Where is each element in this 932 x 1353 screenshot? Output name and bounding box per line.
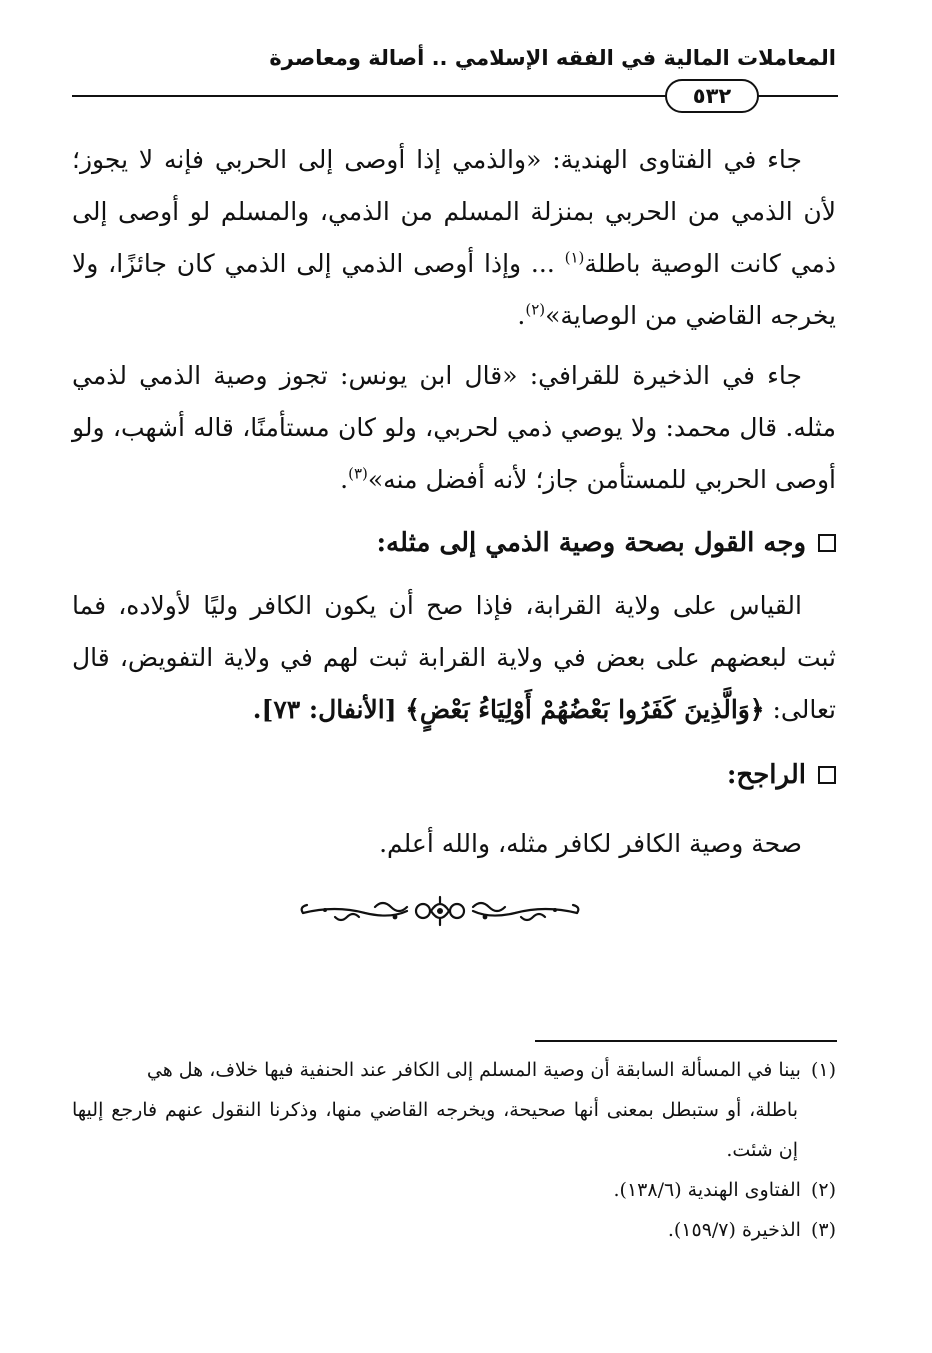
footnote-number: (١) [810, 1059, 836, 1081]
footnote-ref-3[interactable]: (٣) [348, 464, 368, 483]
footnote-text: بينا في المسألة السابقة أن وصية المسلم إلى الكافر عند الحنفية فيها خلاف، هل هي [146, 1059, 801, 1081]
running-title: المعاملات المالية في الفقه الإسلامي .. أصالة ومعاصرة [269, 46, 836, 70]
paragraph-text: جاء في الذخيرة للقرافي: «قال ابن يونس: تجوز وصية الذمي لذمي مثله. قال محمد: ولا يوصي ذمي لحربي، ولو كان مستأمنًا، قاله أشهب، ولو أوصى الحربي للمستأمن جاز؛ لأنه أفضل منه» [72, 361, 836, 494]
paragraph-text: ... وإذا أوصى الذمي إلى الذمي كان جائزًا، ولا يخرجه القاضي من الوصاية» [72, 249, 836, 330]
paragraph-hindiyya-quote [72, 134, 836, 342]
verse-citation: [الأنفال: ٧٣]. [252, 695, 406, 724]
footnote-separator [535, 1040, 837, 1042]
footnote-number: (٢) [810, 1179, 836, 1201]
paragraph-text: . [340, 465, 349, 494]
section-heading-preferred [727, 760, 836, 790]
section-heading-opinion [376, 528, 836, 558]
footnote-number: (٣) [810, 1219, 836, 1241]
footnote-1 [72, 1050, 836, 1090]
square-bullet-icon [818, 766, 836, 784]
footnote-text: الفتاوى الهندية (١٣٨/٦). [613, 1179, 801, 1201]
quran-verse: ﴿وَالَّذِينَ كَفَرُوا بَعْضُهُمْ أَوْلِيَاءُ بَعْضٍ﴾ [405, 695, 765, 724]
footnote-3 [72, 1210, 836, 1250]
footnote-1-continued: باطلة، أو ستبطل بمعنى أنها صحيحة، ويخرجه القاضي منها، وذكرنا النقول عنهم فارجع إليها إن شئت. [72, 1099, 798, 1161]
footnote-text: الذخيرة (١٥٩/٧). [667, 1219, 801, 1241]
footnote-ref-1[interactable]: (١) [564, 248, 585, 267]
floral-divider-ornament-icon [295, 893, 585, 929]
paragraph-analogy [72, 580, 836, 736]
heading-text: الراجح: [726, 760, 806, 790]
page-number: ٥٣٢ [665, 79, 759, 113]
footnotes [72, 1050, 836, 1250]
paragraph-text: . [517, 301, 526, 330]
paragraph-dhakhira-quote [72, 350, 836, 506]
footnote-2 [72, 1170, 836, 1210]
footnote-ref-2[interactable]: (٢) [525, 300, 546, 319]
square-bullet-icon [818, 534, 836, 552]
paragraph-text: جاء في الفتاوى الهندية: «والذمي إذا أوصى إلى الحربي فإنه لا يجوز؛ لأن الذمي من الحربي بمنزلة المسلم من الذمي، والمسلم لو أوصى إلى ذمي كانت الوصية باطلة [72, 145, 836, 278]
heading-text: وجه القول بصحة وصية الذمي إلى مثله: [376, 528, 806, 558]
paragraph-conclusion: صحة وصية الكافر لكافر مثله، والله أعلم. [379, 829, 802, 858]
paragraph-text: القياس على ولاية القرابة، فإذا صح أن يكون الكافر وليًا لأولاده، فما ثبت لبعضهم على بعض في ولاية القرابة ثبت لهم في ولاية التفويض، قال تعالى: [72, 591, 836, 724]
